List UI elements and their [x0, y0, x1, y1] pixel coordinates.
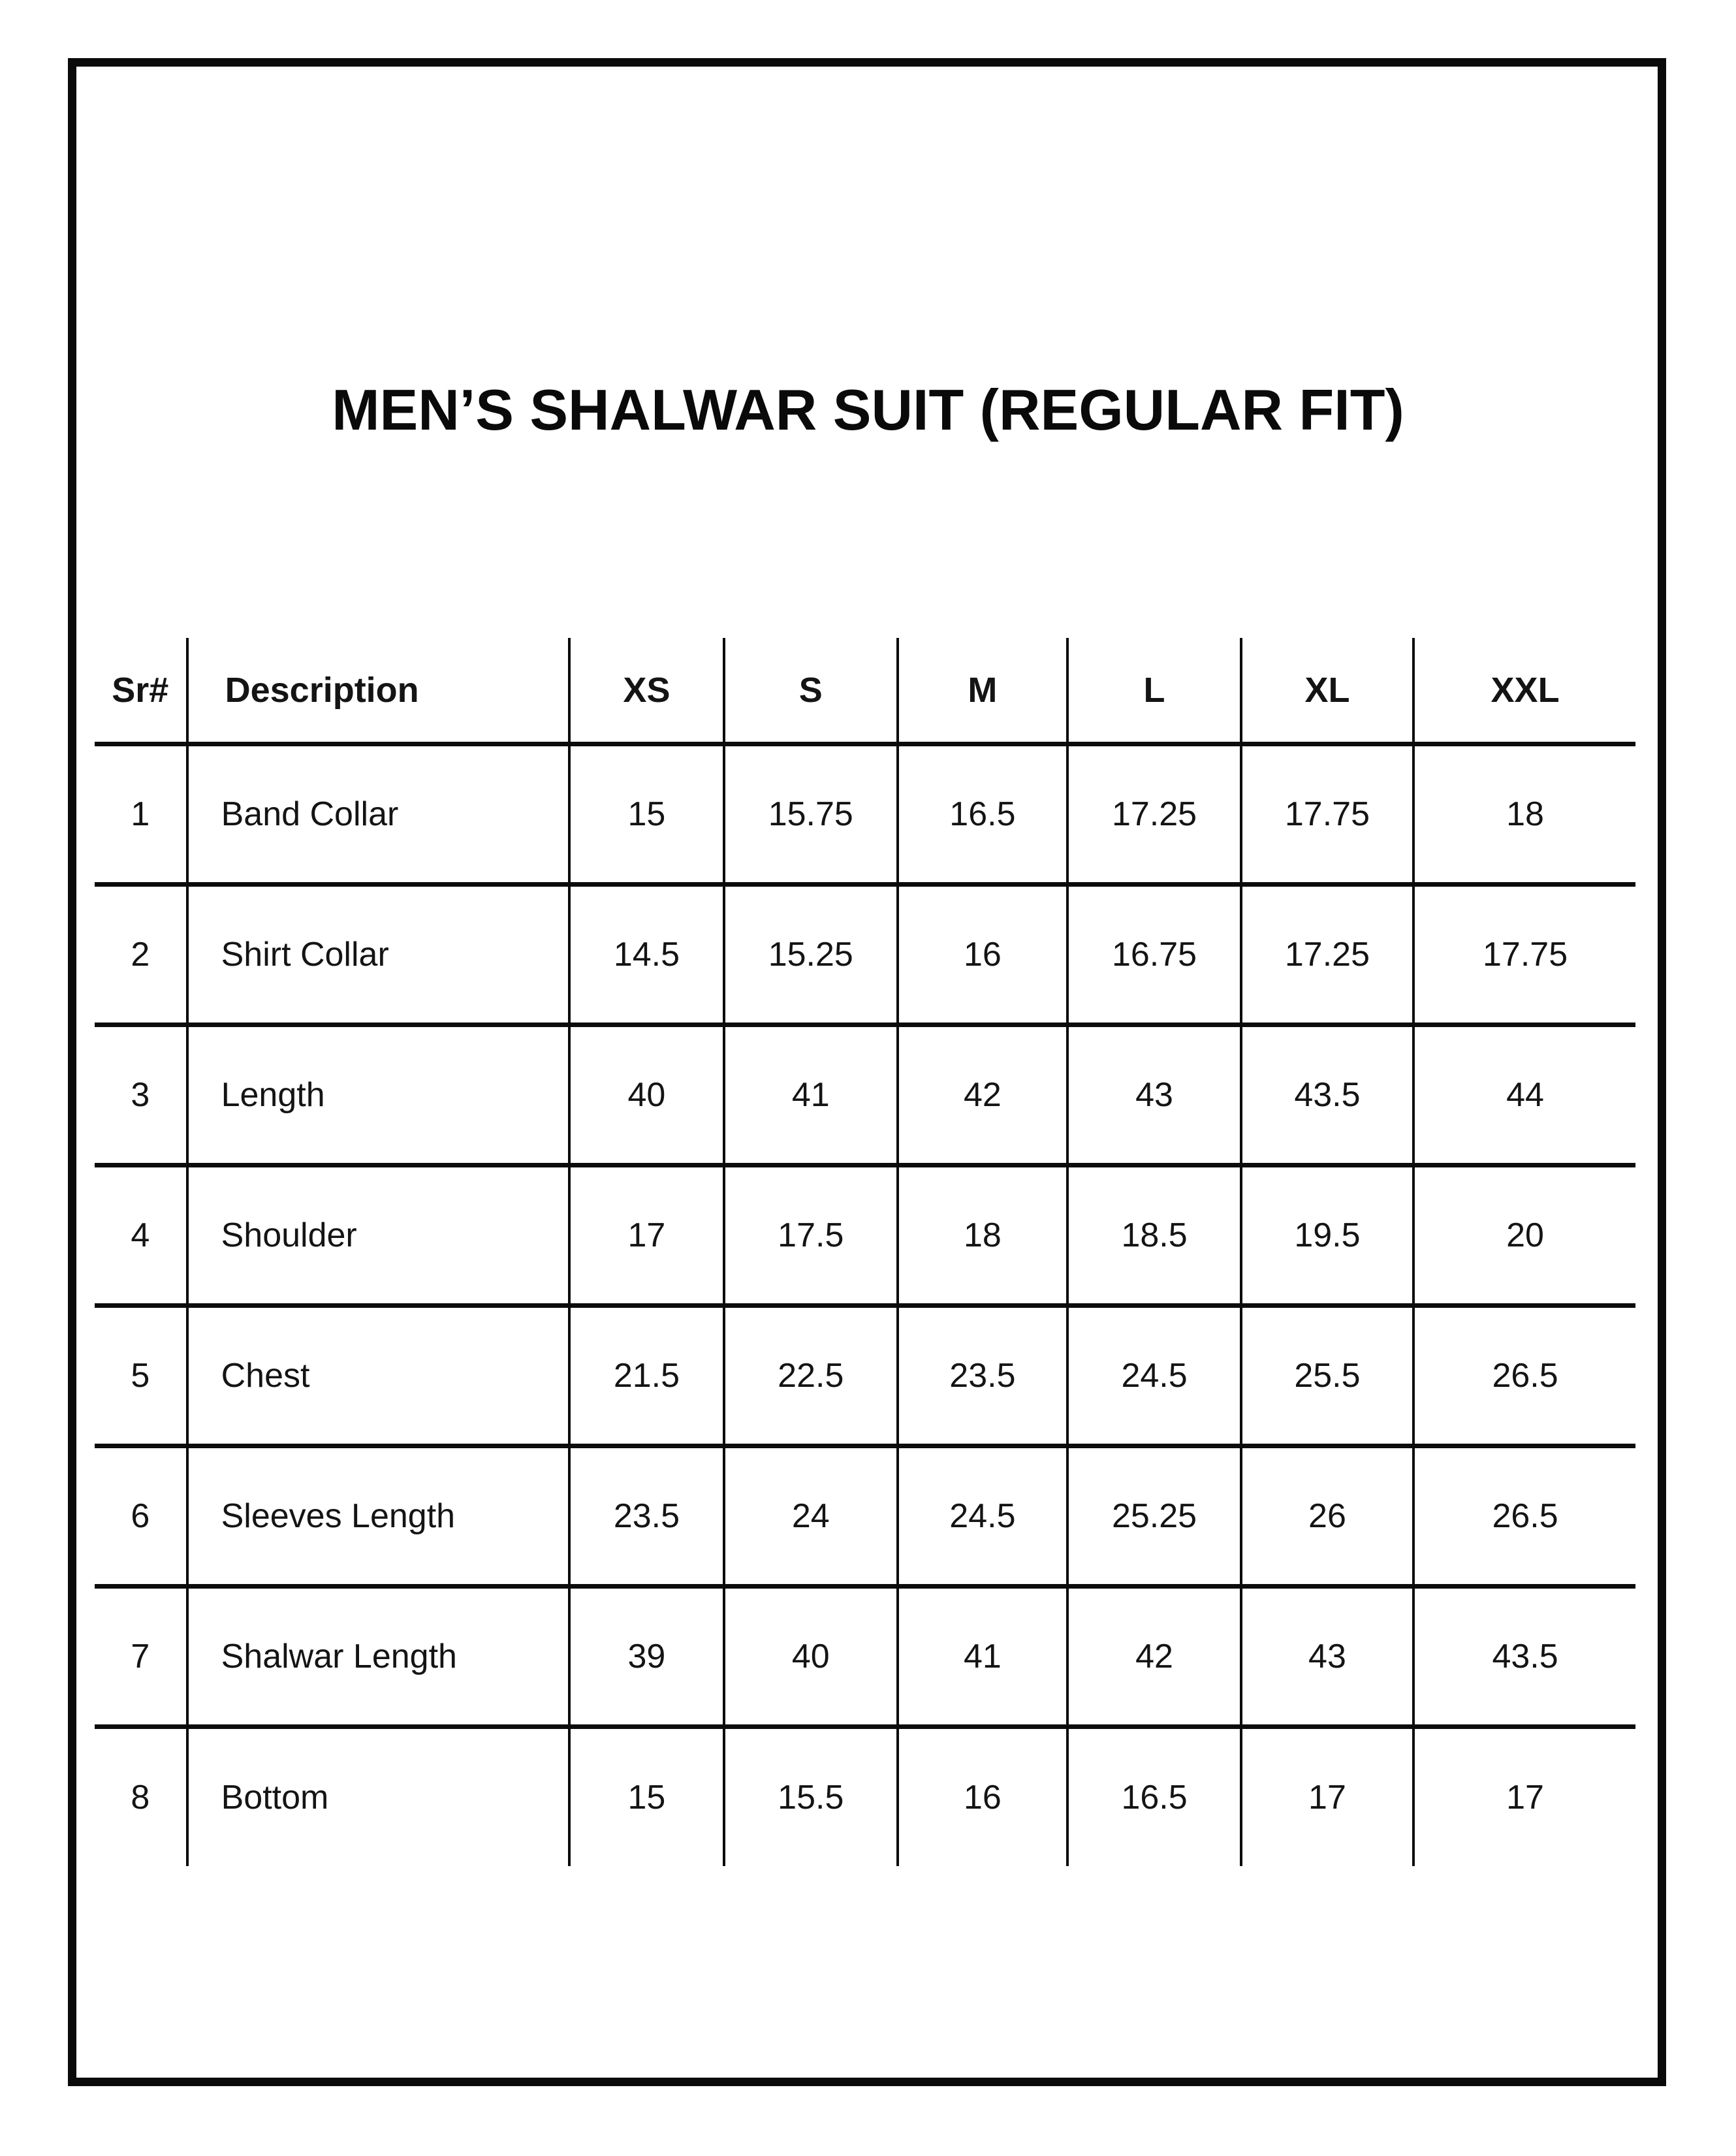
cell-description: Shirt Collar — [187, 885, 569, 1025]
cell-l: 25.25 — [1067, 1446, 1241, 1587]
cell-xl: 17 — [1241, 1727, 1413, 1867]
cell-s: 22.5 — [724, 1306, 898, 1446]
cell-l: 43 — [1067, 1025, 1241, 1165]
cell-xxl: 17 — [1506, 1779, 1544, 1816]
cell-description: Chest — [187, 1306, 569, 1446]
cell-xs: 15 — [569, 744, 724, 885]
cell-description: Bottom — [187, 1727, 569, 1867]
cell-l: 16.75 — [1067, 885, 1241, 1025]
cell-xl: 43.5 — [1241, 1025, 1413, 1165]
cell-xl: 25.5 — [1241, 1306, 1413, 1446]
cell-xl: 43 — [1241, 1587, 1413, 1727]
cell-xxl: 17.75 — [1413, 885, 1635, 1025]
cell-l: 17.25 — [1067, 744, 1241, 885]
cell-s: 41 — [724, 1025, 898, 1165]
cell-s: 15.25 — [724, 885, 898, 1025]
cell-l: 18.5 — [1067, 1165, 1241, 1306]
cell-sr: 7 — [95, 1587, 187, 1727]
cell-xs: 17 — [569, 1165, 724, 1306]
cell-xxl: 26.5 — [1413, 1446, 1635, 1587]
cell-sr: 6 — [95, 1446, 187, 1587]
cell-s: 40 — [724, 1587, 898, 1727]
cell-m: 42 — [898, 1025, 1068, 1165]
cell-xl: 26 — [1241, 1446, 1413, 1587]
cell-m: 24.5 — [898, 1446, 1068, 1587]
table-row — [95, 1165, 1635, 1306]
table-row — [95, 885, 1635, 1025]
cell-xl: 17.25 — [1241, 885, 1413, 1025]
cell-xxl: 26.5 — [1413, 1306, 1635, 1446]
cell-m: 18 — [898, 1165, 1068, 1306]
cell-description: Band Collar — [187, 744, 569, 885]
table-row — [95, 744, 1635, 885]
table-row — [95, 1446, 1635, 1587]
cell-xs: 21.5 — [569, 1306, 724, 1446]
cell-s: 15.5 — [724, 1727, 898, 1867]
cell-description: Sleeves Length — [187, 1446, 569, 1587]
table-row — [95, 1727, 1635, 1867]
cell-description: Shalwar Length — [187, 1587, 569, 1727]
cell-sr: 3 — [95, 1025, 187, 1165]
cell-xs: 14.5 — [569, 885, 724, 1025]
cell-sr: 8 — [95, 1727, 187, 1867]
cell-m: 41 — [898, 1587, 1068, 1727]
cell-m: 16.5 — [898, 744, 1068, 885]
cell-sr: 1 — [95, 744, 187, 885]
cell-sr: 4 — [95, 1165, 187, 1306]
col-header-l: L — [1067, 638, 1241, 744]
col-header-sr: Sr# — [95, 638, 187, 744]
cell-l: 16.5 — [1067, 1727, 1241, 1867]
table-row — [95, 1025, 1635, 1165]
col-header-s: S — [724, 638, 898, 744]
cell-m: 16 — [898, 885, 1068, 1025]
table-row — [95, 1587, 1635, 1727]
col-header-description: Description — [187, 638, 569, 744]
col-header-xs: XS — [569, 638, 724, 744]
cell-xxl: 18 — [1413, 744, 1635, 885]
cell-xxl: 43.5 — [1413, 1587, 1635, 1727]
cell-sr: 2 — [95, 885, 187, 1025]
cell-l: 24.5 — [1067, 1306, 1241, 1446]
cell-s: 15.75 — [724, 744, 898, 885]
page-title: MEN’S SHALWAR SUIT (REGULAR FIT) — [332, 377, 1404, 442]
cell-sr: 5 — [95, 1306, 187, 1446]
cell-m: 23.5 — [898, 1306, 1068, 1446]
cell-m: 16 — [898, 1727, 1068, 1867]
cell-xl: 17.75 — [1241, 744, 1413, 885]
cell-xs: 40 — [569, 1025, 724, 1165]
col-header-xxl: XXL — [1413, 638, 1635, 744]
table-row — [95, 1306, 1635, 1446]
size-chart-table — [95, 638, 1635, 1866]
table-header-row — [95, 638, 1635, 744]
col-header-xl: XL — [1241, 638, 1413, 744]
cell-s: 17.5 — [724, 1165, 898, 1306]
cell-xs: 15 — [569, 1727, 724, 1867]
cell-xs: 39 — [569, 1587, 724, 1727]
cell-xxl: 44 — [1413, 1025, 1635, 1165]
cell-l: 42 — [1067, 1587, 1241, 1727]
cell-xl: 19.5 — [1241, 1165, 1413, 1306]
cell-description: Shoulder — [187, 1165, 569, 1306]
cell-description: Length — [187, 1025, 569, 1165]
cell-xs: 23.5 — [569, 1446, 724, 1587]
col-header-m: M — [898, 638, 1068, 744]
cell-s: 24 — [724, 1446, 898, 1587]
cell-xxl: 20 — [1413, 1165, 1635, 1306]
